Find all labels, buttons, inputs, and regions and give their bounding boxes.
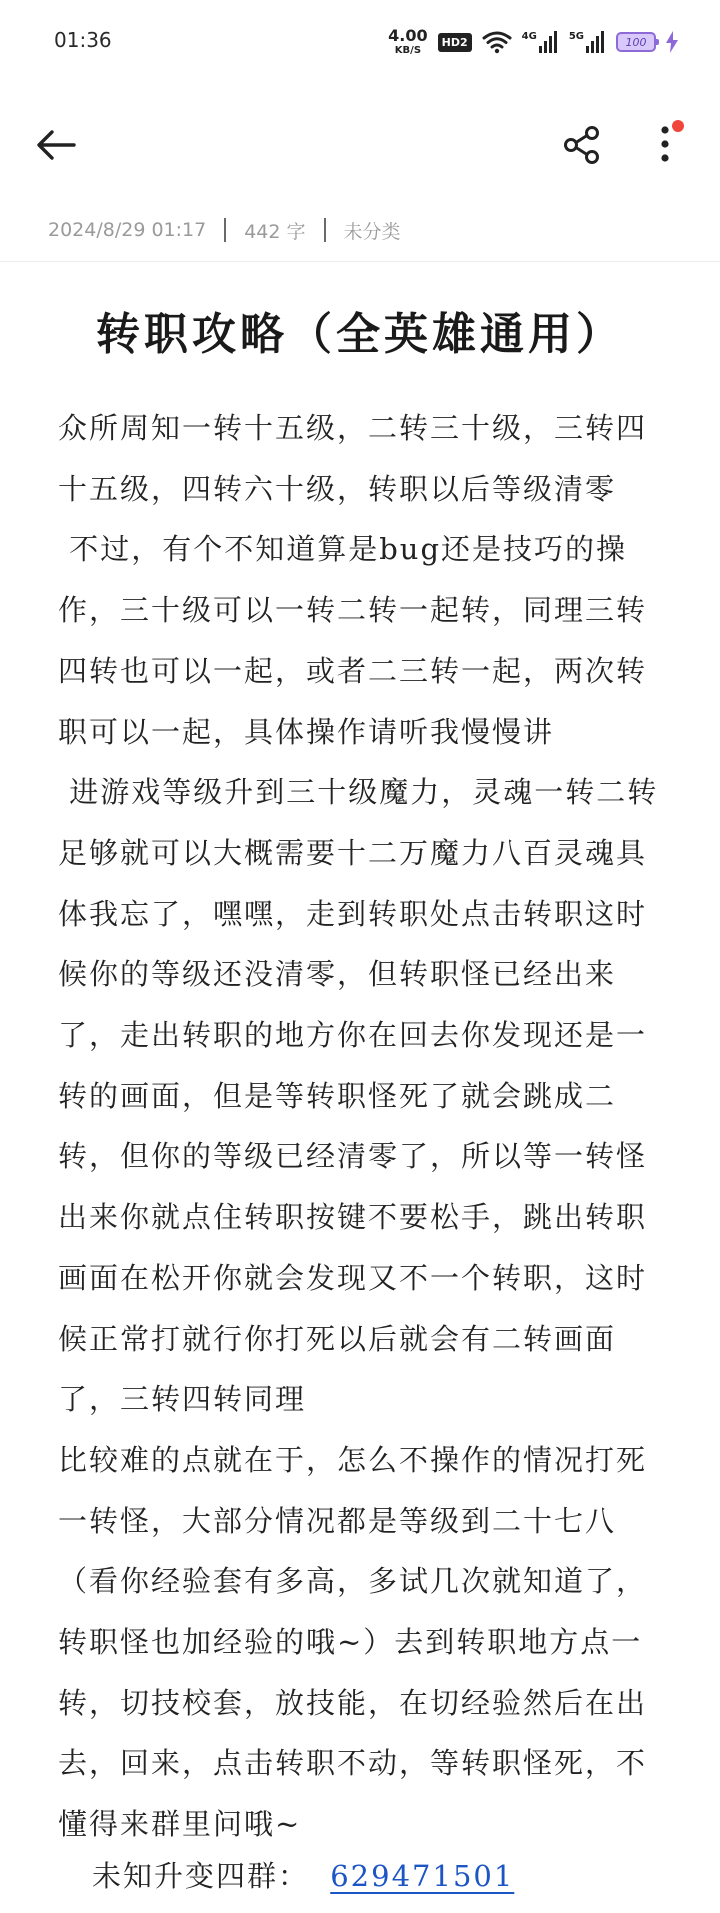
battery-level: 100 xyxy=(625,35,647,49)
status-icons xyxy=(388,24,678,60)
back-button[interactable] xyxy=(28,120,84,170)
group-contact-label: 未知升变四群： xyxy=(92,1859,310,1893)
meta-divider xyxy=(224,218,226,242)
more-options-button[interactable] xyxy=(640,116,690,172)
network-speed-unit: KB/S xyxy=(394,45,422,56)
group-contact xyxy=(92,1854,514,1895)
status-bar xyxy=(0,0,720,88)
meta-divider xyxy=(324,218,326,242)
back-arrow-icon xyxy=(36,129,76,161)
word-count: 442 字 xyxy=(244,220,306,243)
header-divider xyxy=(0,261,720,262)
network-speed-value: 4.00 xyxy=(388,26,428,45)
article-title[interactable]: 转职攻略（全英雄通用） xyxy=(96,309,624,360)
note-datetime: 2024/8/29 01:17 xyxy=(48,219,207,241)
article-paragraph: 不过，有个不知道算是bug还是技巧的操作，三十级可以一转二转一起转，同理三转四转也可以一起，或者二三转一起，两次转职可以一起，具体操作请听我慢慢讲 xyxy=(58,532,648,749)
sim1-label: 4G xyxy=(521,31,537,42)
hd-badge: HD2 xyxy=(438,33,472,52)
status-time: 01:36 xyxy=(54,28,112,52)
group-number-link[interactable]: 629471501 xyxy=(330,1859,515,1893)
signal-icon xyxy=(522,31,559,53)
sim2-label: 5G xyxy=(568,31,584,42)
charging-icon xyxy=(666,31,678,53)
network-speed xyxy=(388,28,427,56)
more-vert-icon xyxy=(659,124,671,164)
notification-dot xyxy=(672,120,684,132)
article-paragraph: 众所周知一转十五级，二转三十级，三转四十五级，四转六十级，转职以后等级清零 xyxy=(58,411,648,506)
share-button[interactable] xyxy=(556,120,608,170)
signal-icon xyxy=(569,31,606,53)
article-paragraph: 比较难的点就在于，怎么不操作的情况打死一转怪，大部分情况都是等级到二十七八（看你经验套有多高，多试几次就知道了，转职怪也加经验的哦~）去到转职地方点一转，切技校套，放技能，在切经验然后在出去，回来，点击转职不动，等转职怪死，不懂得来群里问哦~ xyxy=(58,1442,648,1842)
share-icon xyxy=(562,125,602,165)
article-paragraph: 进游戏等级升到三十级魔力，灵魂一转二转足够就可以大概需要十二万魔力八百灵魂具体我忘了，嘿嘿，走到转职处点击转职这时候你的等级还没清零，但转职怪已经出来了，走出转职的地方你在回去你发现还是一转的画面，但是等转职怪死了就会跳成二转，但你的等级已经清零了，所以等一转怪出来你就点住转职按键不要松手，跳出转职画面在松开你就会发现又不一个转职，这时候正常打就行你打死以后就会有二转画面了，三转四转同理 xyxy=(58,775,659,1417)
battery-icon xyxy=(616,32,656,52)
article-body[interactable] xyxy=(58,398,676,1855)
note-meta xyxy=(48,210,401,250)
wifi-icon xyxy=(482,30,512,54)
note-category[interactable]: 未分类 xyxy=(343,220,401,243)
app-bar xyxy=(0,100,720,190)
